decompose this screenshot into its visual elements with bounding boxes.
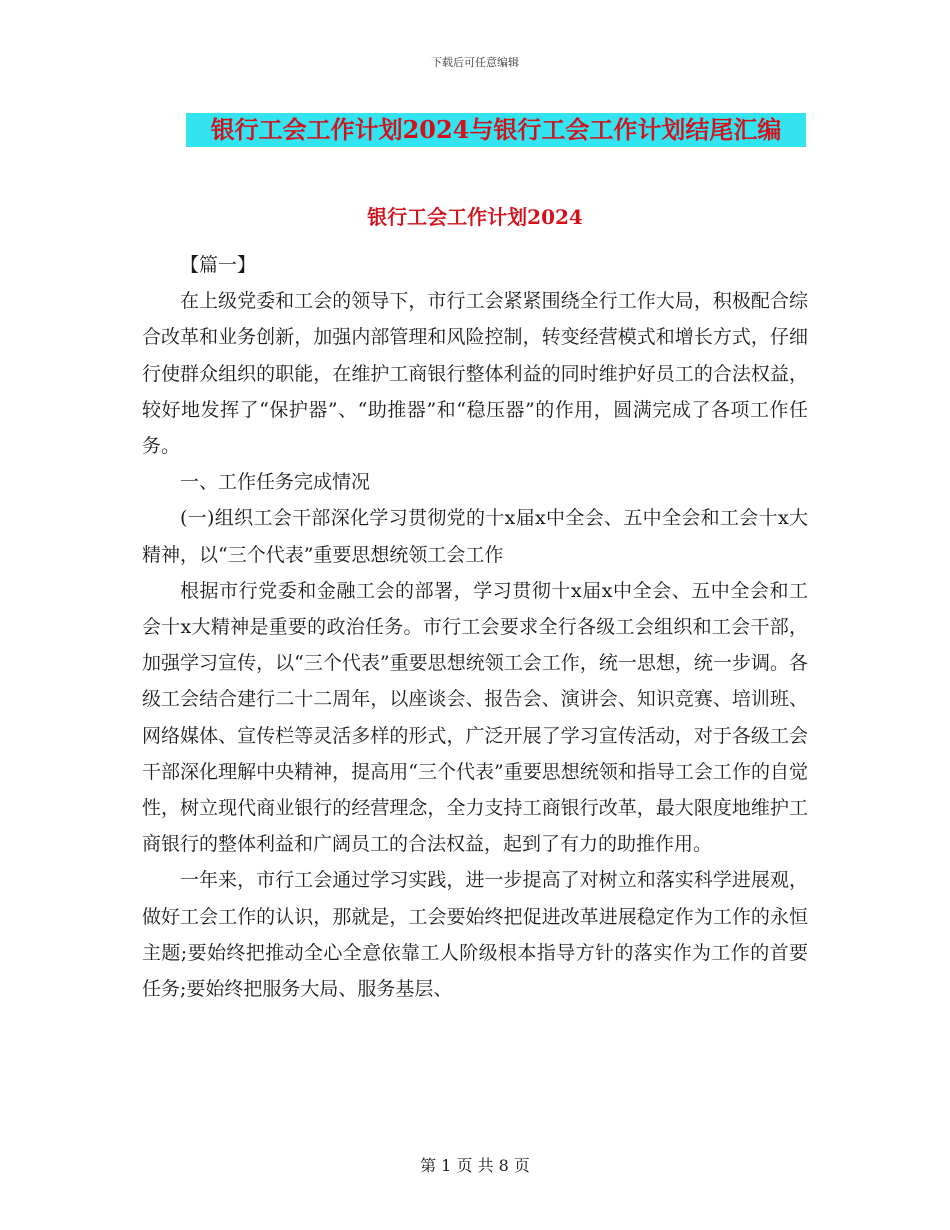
paragraph: 一年来，市行工会通过学习实践，进一步提高了对树立和落实科学进展观，做好工会工作的认识，那就是，工会要始终把促进改革进展稳定作为工作的永恒主题;要始终把推动全心全意依靠工人阶级根本指导方针的落实作为工作的首要任务;要始终把服务大局、服务基层、 (142, 869, 808, 1001)
subsection-heading: (一)组织工会干部深化学习贯彻党的十x届x中全会、五中全会和工会十x大精神，以“三个代表”重要思想统领工会工作 (142, 507, 808, 566)
header-note: 下载后可任意编辑 (431, 56, 519, 69)
document-main-title: 银行工会工作计划2024与银行工会工作计划结尾汇编 (186, 113, 806, 147)
document-body (142, 247, 808, 1007)
paragraph: 在上级党委和工会的领导下，市行工会紧紧围绕全行工作大局，积极配合综合改革和业务创新，加强内部管理和风险控制，转变经营模式和增长方式，仔细行使群众组织的职能，在维护工商银行整体利益的同时维护好员工的合法权益，较好地发挥了“保护器”、“助推器”和“稳压器”的作用，圆满完成了各项工作任务。 (142, 290, 808, 458)
section-marker: 【篇一】 (180, 254, 257, 276)
section-heading: 一、工作任务完成情况 (180, 471, 371, 494)
document-sub-title: 银行工会工作计划2024 (367, 205, 583, 229)
paragraph: 根据市行党委和金融工会的部署，学习贯彻十x届x中全会、五中全会和工会十x大精神是重要的政治任务。市行工会要求全行各级工会组织和工会干部，加强学习宣传，以“三个代表”重要思想统领工会工作，统一思想，统一步调。各级工会结合建行二十二周年，以座谈会、报告会、演讲会、知识竞赛、培训班、网络媒体、宣传栏等灵活多样的形式，广泛开展了学习宣传活动，对于各级工会干部深化理解中央精神，提高用“三个代表”重要思想统领和指导工会工作的自觉性，树立现代商业银行的经营理念，全力支持工商银行改革，最大限度地维护工商银行的整体利益和广阔员工的合法权益，起到了有力的助推作用。 (142, 579, 808, 856)
page-number-footer: 第 1 页 共 8 页 (420, 1156, 530, 1175)
